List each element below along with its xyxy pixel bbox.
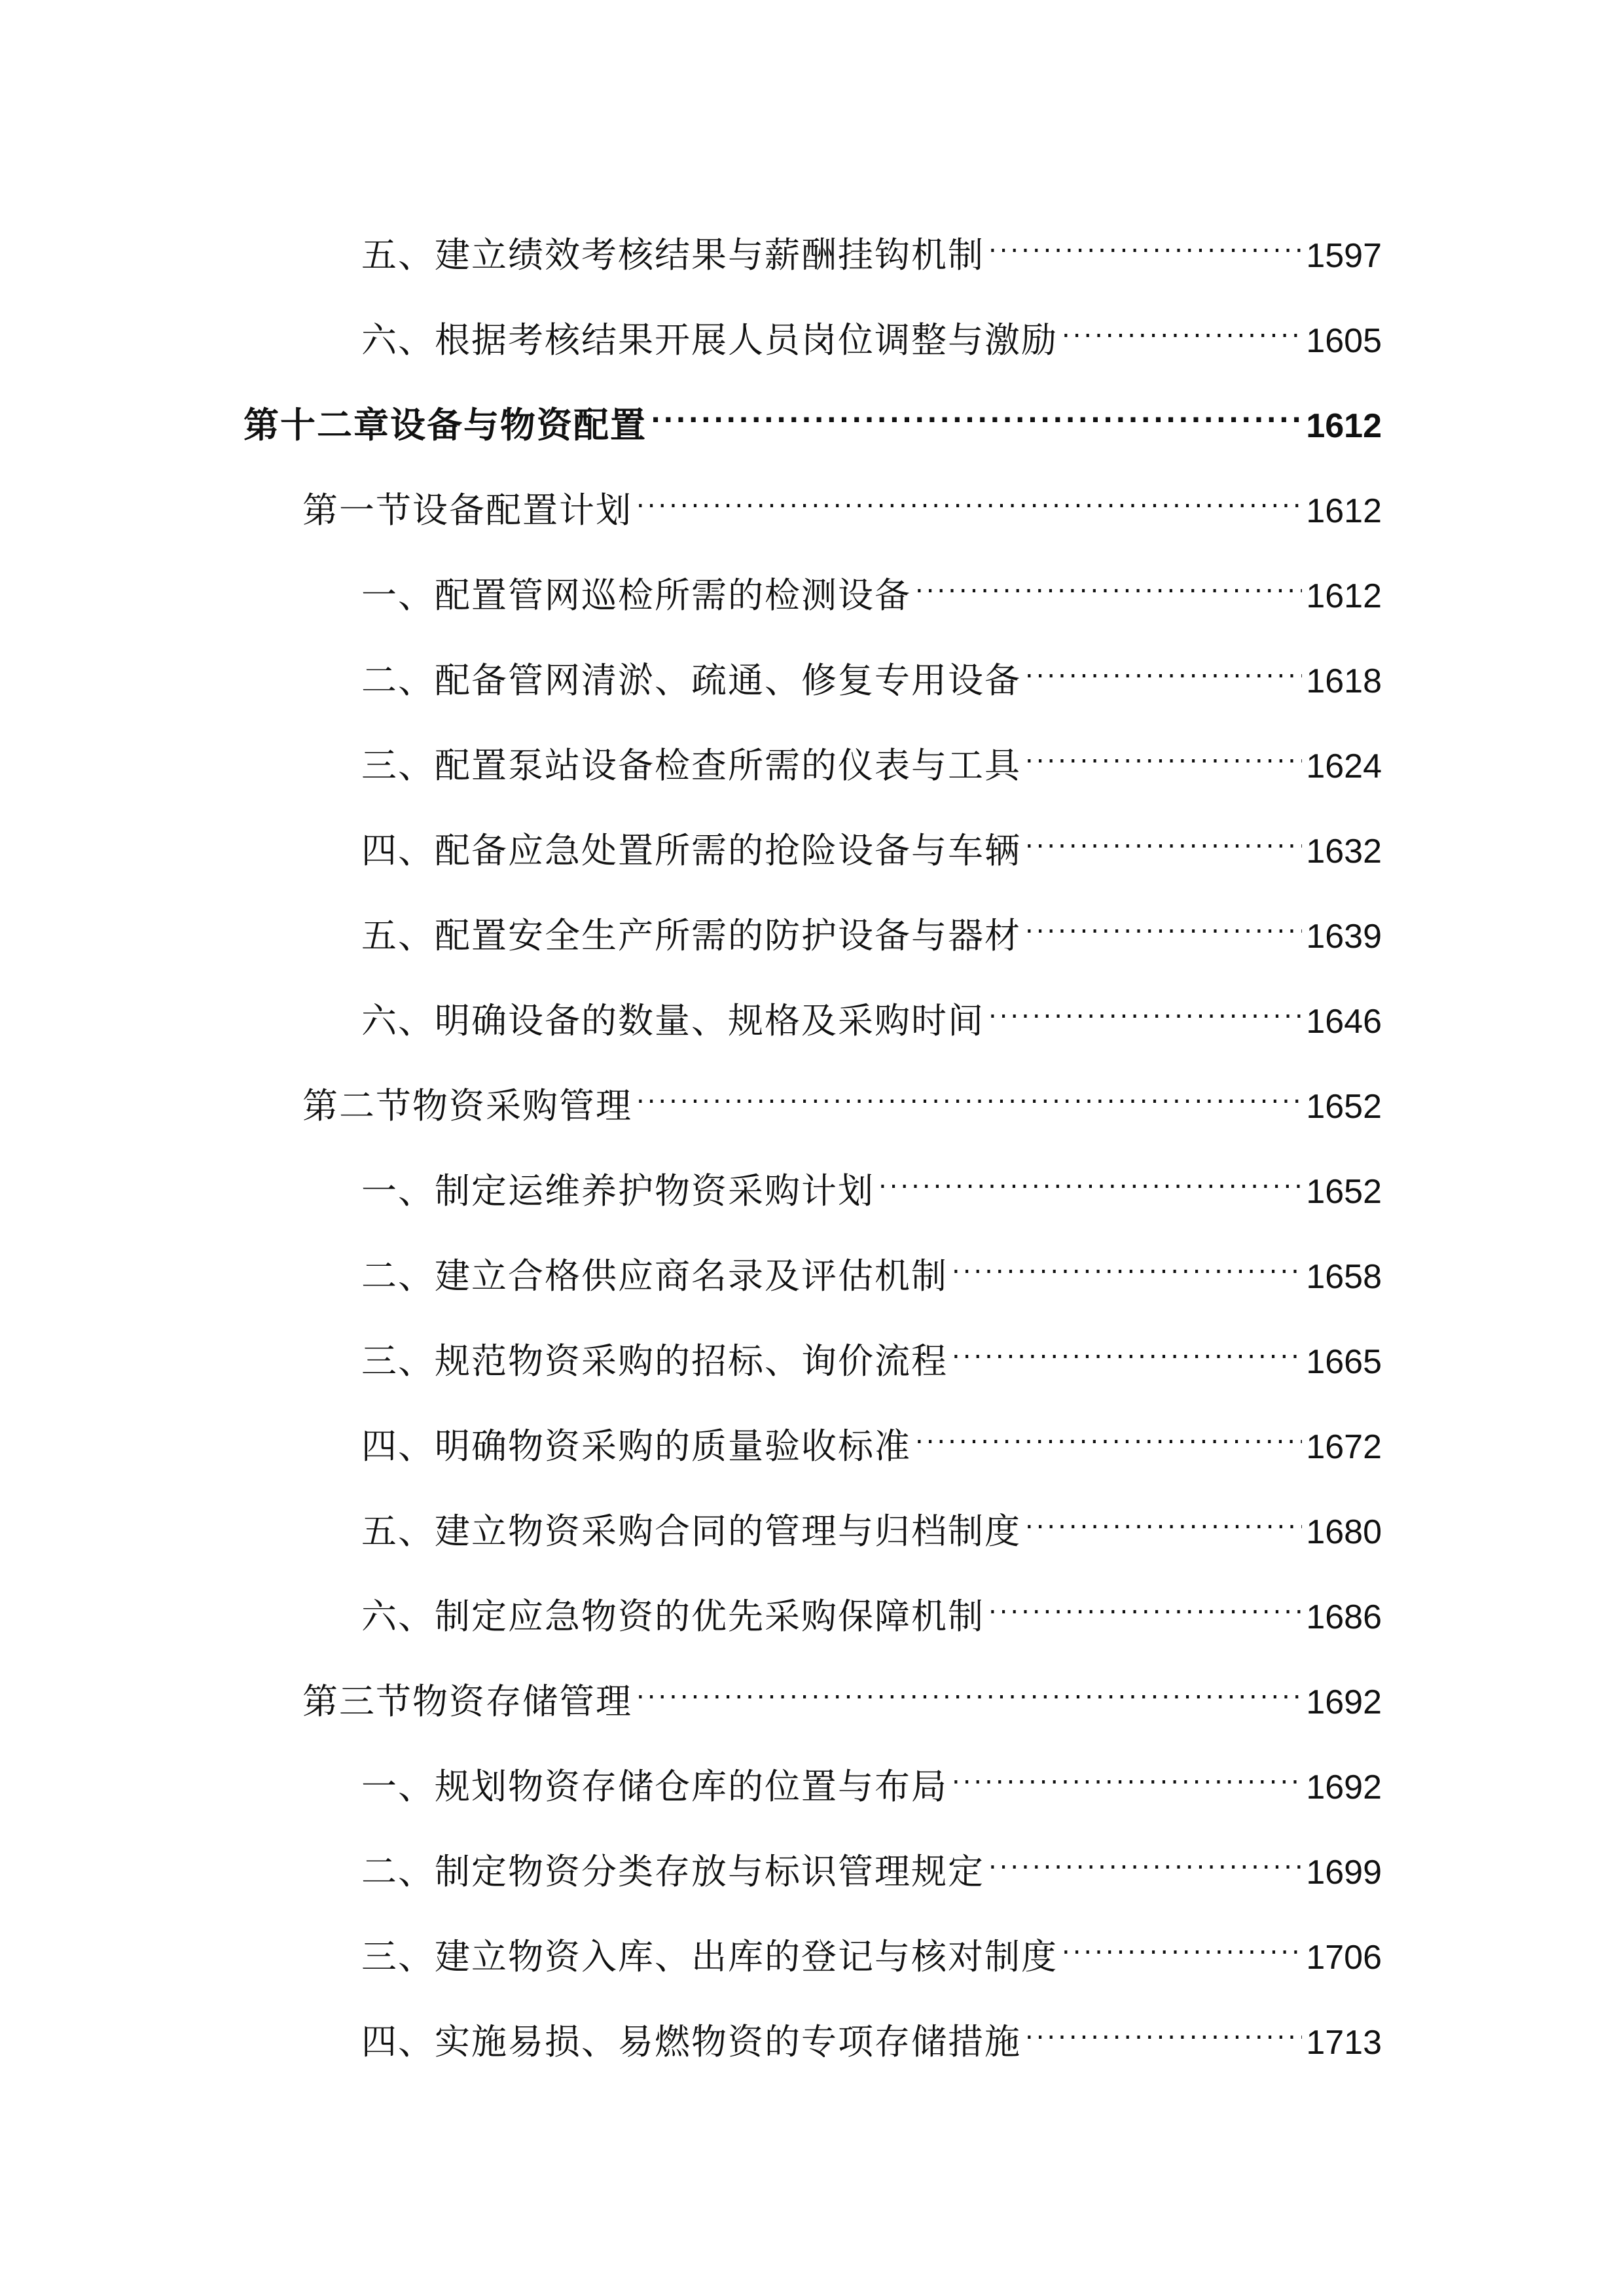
toc-leader-dots bbox=[988, 1834, 1302, 1884]
toc-entry-title: 一、配置管网巡检所需的检测设备 bbox=[361, 575, 911, 616]
toc-entry-title: 六、根据考核结果开展人员岗位调整与激励 bbox=[361, 319, 1058, 361]
toc-leader-dots bbox=[988, 217, 1302, 267]
toc-entry-title: 六、明确设备的数量、规格及采购时间 bbox=[361, 1000, 984, 1041]
toc-entry-title: 四、实施易损、易燃物资的专项存储措施 bbox=[361, 2021, 1021, 2062]
toc-entry-page: 1652 bbox=[1306, 1088, 1382, 1126]
toc-leader-dots bbox=[1025, 1494, 1302, 1543]
toc-entry-title: 五、建立绩效考核结果与薪酬挂钩机制 bbox=[361, 234, 984, 276]
toc-leader-dots bbox=[1025, 728, 1302, 778]
toc-entry-title: 三、建立物资入库、出库的登记与核对制度 bbox=[361, 1936, 1058, 1977]
toc-leader-dots bbox=[1025, 643, 1302, 692]
toc-entry-title: 四、明确物资采购的质量验收标准 bbox=[361, 1426, 911, 1467]
toc-leader-dots bbox=[952, 1749, 1302, 1799]
toc-entry-page: 1618 bbox=[1306, 662, 1382, 700]
toc-entry-page: 1658 bbox=[1306, 1258, 1382, 1296]
toc-entry[interactable] bbox=[361, 217, 1382, 276]
toc-entry-title: 三、规范物资采购的招标、询价流程 bbox=[361, 1340, 948, 1382]
toc-entry-page: 1639 bbox=[1306, 918, 1382, 956]
toc-leader-dots bbox=[1062, 1919, 1302, 1969]
toc-entry[interactable] bbox=[361, 1579, 1382, 1637]
toc-entry-section[interactable] bbox=[302, 473, 1382, 531]
toc-entry[interactable] bbox=[361, 1749, 1382, 1807]
toc-leader-dots bbox=[915, 1408, 1302, 1458]
toc-entry-title: 五、配置安全生产所需的防护设备与器材 bbox=[361, 915, 1021, 956]
toc-entry[interactable] bbox=[361, 558, 1382, 616]
toc-entry-page: 1646 bbox=[1306, 1003, 1382, 1041]
toc-entry-title: 二、配备管网清淤、疏通、修复专用设备 bbox=[361, 660, 1021, 701]
toc-entry-page: 1680 bbox=[1306, 1513, 1382, 1551]
toc-leader-dots bbox=[915, 558, 1302, 607]
toc-entry-page: 1652 bbox=[1306, 1173, 1382, 1211]
toc-entry-title: 第三节物资存储管理 bbox=[302, 1681, 632, 1722]
toc-entry-page: 1665 bbox=[1306, 1343, 1382, 1381]
toc-entry-section[interactable] bbox=[302, 1664, 1382, 1722]
toc-leader-dots bbox=[878, 1153, 1302, 1203]
toc-entry[interactable] bbox=[361, 1323, 1382, 1382]
toc-entry[interactable] bbox=[361, 1919, 1382, 1977]
toc-entry[interactable] bbox=[361, 898, 1382, 956]
toc-entry[interactable] bbox=[361, 1494, 1382, 1552]
toc-entry-page: 1605 bbox=[1306, 322, 1382, 360]
toc-entry[interactable] bbox=[361, 2004, 1382, 2062]
toc-leader-dots bbox=[988, 1579, 1302, 1628]
toc-entry[interactable] bbox=[361, 1834, 1382, 1892]
toc-entry-title: 第一节设备配置计划 bbox=[302, 490, 632, 531]
toc-entry-title: 六、制定应急物资的优先采购保障机制 bbox=[361, 1596, 984, 1637]
toc-entry[interactable] bbox=[361, 728, 1382, 786]
toc-entry-title: 第二节物资采购管理 bbox=[302, 1085, 632, 1126]
toc-entry-page: 1624 bbox=[1306, 747, 1382, 785]
toc-entry-page: 1706 bbox=[1306, 1939, 1382, 1977]
toc-entry[interactable] bbox=[361, 983, 1382, 1041]
toc-entry-title: 二、制定物资分类存放与标识管理规定 bbox=[361, 1851, 984, 1892]
toc-leader-dots bbox=[1025, 898, 1302, 948]
toc-entry[interactable] bbox=[361, 643, 1382, 701]
toc-entry-page: 1699 bbox=[1306, 1854, 1382, 1892]
toc-leader-dots bbox=[952, 1238, 1302, 1288]
toc-entry-title: 四、配备应急处置所需的抢险设备与车辆 bbox=[361, 830, 1021, 871]
toc-entry-title: 二、建立合格供应商名录及评估机制 bbox=[361, 1255, 948, 1297]
toc-entry-page: 1692 bbox=[1306, 1683, 1382, 1721]
toc-entry[interactable] bbox=[361, 302, 1382, 361]
toc-leader-dots bbox=[651, 387, 1302, 437]
toc-entry-section[interactable] bbox=[302, 1068, 1382, 1126]
toc-entry-chapter[interactable] bbox=[244, 387, 1382, 446]
toc-entry-title: 三、配置泵站设备检查所需的仪表与工具 bbox=[361, 745, 1021, 786]
toc-entry[interactable] bbox=[361, 813, 1382, 871]
toc-entry-title: 第十二章设备与物资配置 bbox=[244, 404, 647, 446]
toc-leader-dots bbox=[1025, 813, 1302, 863]
toc-entry-page: 1672 bbox=[1306, 1428, 1382, 1466]
toc-leader-dots bbox=[636, 1664, 1302, 1713]
toc-entry[interactable] bbox=[361, 1238, 1382, 1297]
toc-entry-page: 1597 bbox=[1306, 237, 1382, 275]
toc-entry-page: 1612 bbox=[1306, 407, 1382, 445]
toc-leader-dots bbox=[636, 473, 1302, 522]
toc-leader-dots bbox=[988, 983, 1302, 1033]
toc-leader-dots bbox=[952, 1323, 1302, 1373]
toc-entry-page: 1632 bbox=[1306, 833, 1382, 870]
toc-entry-page: 1612 bbox=[1306, 577, 1382, 615]
toc-entry[interactable] bbox=[361, 1408, 1382, 1467]
toc-entry-page: 1686 bbox=[1306, 1598, 1382, 1636]
toc-entry-title: 五、建立物资采购合同的管理与归档制度 bbox=[361, 1511, 1021, 1552]
toc-entry-page: 1692 bbox=[1306, 1768, 1382, 1806]
toc-entry[interactable] bbox=[361, 1153, 1382, 1211]
toc-entry-title: 一、制定运维养护物资采购计划 bbox=[361, 1170, 875, 1211]
toc-entry-page: 1612 bbox=[1306, 492, 1382, 530]
toc-entry-title: 一、规划物资存储仓库的位置与布局 bbox=[361, 1766, 948, 1807]
toc-entry-page: 1713 bbox=[1306, 2024, 1382, 2062]
toc-leader-dots bbox=[1062, 302, 1302, 352]
toc-leader-dots bbox=[1025, 2004, 1302, 2054]
toc-leader-dots bbox=[636, 1068, 1302, 1118]
